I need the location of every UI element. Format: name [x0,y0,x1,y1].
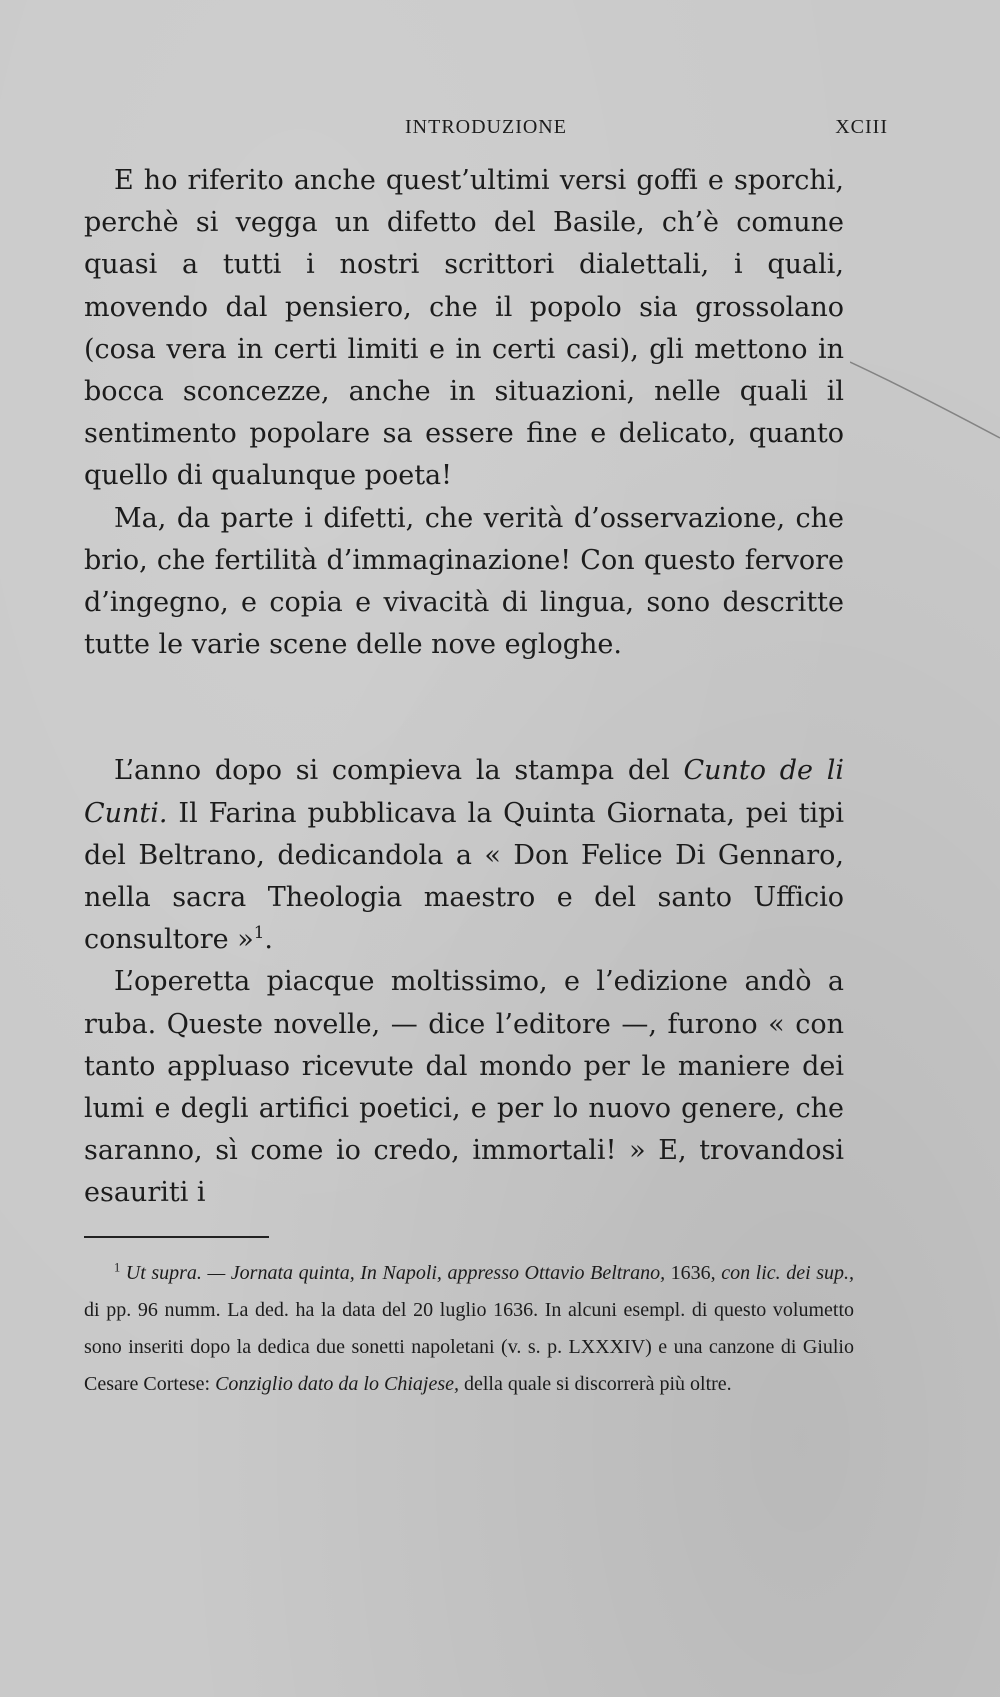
footnote-part-3: con lic. dei sup., [721,1262,854,1284]
footnote-part-2: 1636, [665,1262,722,1284]
paragraph-3-rest: Il Farina pubblicava la Quinta Giornata, pei tipi del Beltrano, dedicandola a « Don Felice Di Gennaro, nella sacra Theologia maestro e del santo Ufficio consultore » [84,797,844,956]
running-head [84,116,888,146]
footnote-part-6: della quale si discorrerà più oltre. [458,1373,732,1395]
paragraph-2: Ma, da parte i difetti, che verità d’osservazione, che brio, che fertilità d’immaginazione! Con questo fervore d’ingegno, e copia e vivacità di lingua, sono descritte tutte le varie scene delle nove egloghe. [84,502,844,661]
paragraph-4: L’operetta piacque moltissimo, e l’edizione andò a ruba. Queste novelle, — dice l’editore —, furono « con tanto appluaso ricevute dal mondo per le maniere dei lumi e degli artifici poetici, e per lo nuovo genere, che saranno, sì come io credo, immortali! » E, trovandosi esauriti i [84,966,844,1209]
paragraph-3-start: L’anno dopo si compieva la stampa del [114,755,684,787]
footnote-rule [84,1236,269,1238]
footnote-reference: 1 [253,922,265,943]
footnote-marker: 1 [114,1260,121,1275]
footnote-part-5: Conziglio dato da lo Chiajese, [215,1373,459,1395]
page-number: XCIII [835,116,888,138]
paragraph-3 [84,750,844,961]
footnote-1 [84,1255,854,1403]
footnotes [84,1255,854,1403]
paragraph-3-end: . [264,924,273,956]
paper-crease-mark [850,350,1000,450]
work-title: Cunto de li Cunti. [84,755,844,829]
paragraph-1: E ho riferito anche quest’ultimi versi goffi e sporchi, perchè si vegga un difetto del Basile, ch’è comune quasi a tutti i nostri scrittori dialettali, i quali, movendo dal pensiero, che il popolo sia grossolano (cosa vera in certi limiti e in certi casi), gli mettono in bocca sconcezze, anche in situazioni, nelle quali il sentimento popolare sa essere fine e delicato, quanto quello di qualunque poeta! [84,165,844,492]
body-text [84,160,844,1215]
running-title: INTRODUZIONE [405,116,567,138]
footnote-part-1: Ut supra. — Jornata quinta, In Napoli, appresso Ottavio Beltrano, [125,1262,666,1284]
footnote-part-4: di pp. 96 numm. La ded. ha la data del 20 luglio 1636. In alcuni esempl. di questo volumetto sono inseriti dopo la dedica due sonetti napoletani (v. s. p. LXXXIV) e una canzone di Giulio Cesare Cortese: [84,1299,854,1395]
